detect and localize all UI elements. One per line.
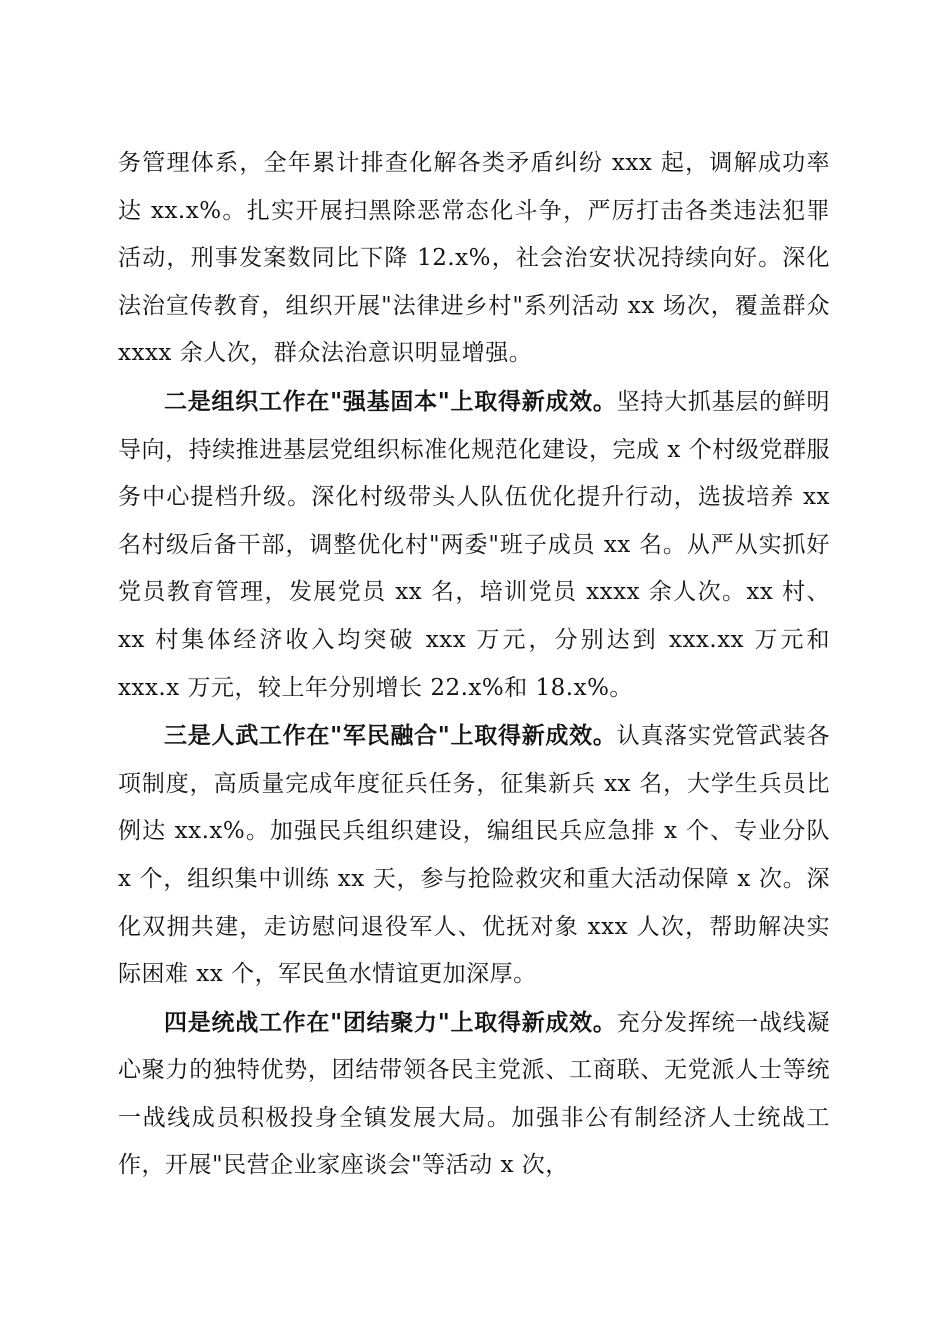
paragraph-organization-work	[118, 378, 830, 712]
paragraph-united-front-work	[118, 999, 830, 1190]
paragraph-heading: 三是人武工作在"军民融合"上取得新成效。	[164, 722, 617, 750]
paragraph-armed-forces-work	[118, 712, 830, 999]
paragraph-text: 认真落实党管武装各项制度，高质量完成年度征兵任务，征集新兵 xx 名，大学生兵员比例达 xx.x%。加强民兵组织建设，编组民兵应急排 x 个、专业分队 x 个，组织集中训练 xx 天，参与抢险救灾和重大活动保障 x 次。深化双拥共建，走访慰问退役军人、优抚对象 xxx 人次，帮助解决实际困难 xx 个，军民鱼水情谊更加深厚。	[118, 723, 831, 988]
paragraph-continuation	[118, 140, 830, 378]
document-body	[118, 140, 830, 1190]
paragraph-heading: 四是统战工作在"团结聚力"上取得新成效。	[164, 1008, 617, 1036]
paragraph-text: 充分发挥统一战线凝心聚力的独特优势，团结带领各民主党派、工商联、无党派人士等统一战线成员积极投身全镇发展大局。加强非公有制经济人士统战工作，开展"民营企业家座谈会"等活动 x 次，	[118, 1009, 831, 1179]
paragraph-text: 务管理体系，全年累计排查化解各类矛盾纠纷 xxx 起，调解成功率达 xx.x%。扎实开展扫黑除恶常态化斗争，严厉打击各类违法犯罪活动，刑事发案数同比下降 12.x%，社会治安状况持续向好。深化法治宣传教育，组织开展"法律进乡村"系列活动 xx 场次，覆盖群众 xxxx 余人次，群众法治意识明显增强。	[118, 150, 830, 367]
paragraph-text: 坚持大抓基层的鲜明导向，持续推进基层党组织标准化规范化建设，完成 x 个村级党群服务中心提档升级。深化村级带头人队伍优化提升行动，选拔培养 xx 名村级后备干部，调整优化村"两委"班子成员 xx 名。从严从实抓好党员教育管理，发展党员 xx 名，培训党员 xxxx 余人次。xx 村、xx 村集体经济收入均突破 xxx 万元，分别达到 xxx.xx 万元和 xxx.x 万元，较上年分别增长 22.x%和 18.x%。	[118, 388, 831, 701]
paragraph-heading: 二是组织工作在"强基固本"上取得新成效。	[164, 387, 617, 415]
